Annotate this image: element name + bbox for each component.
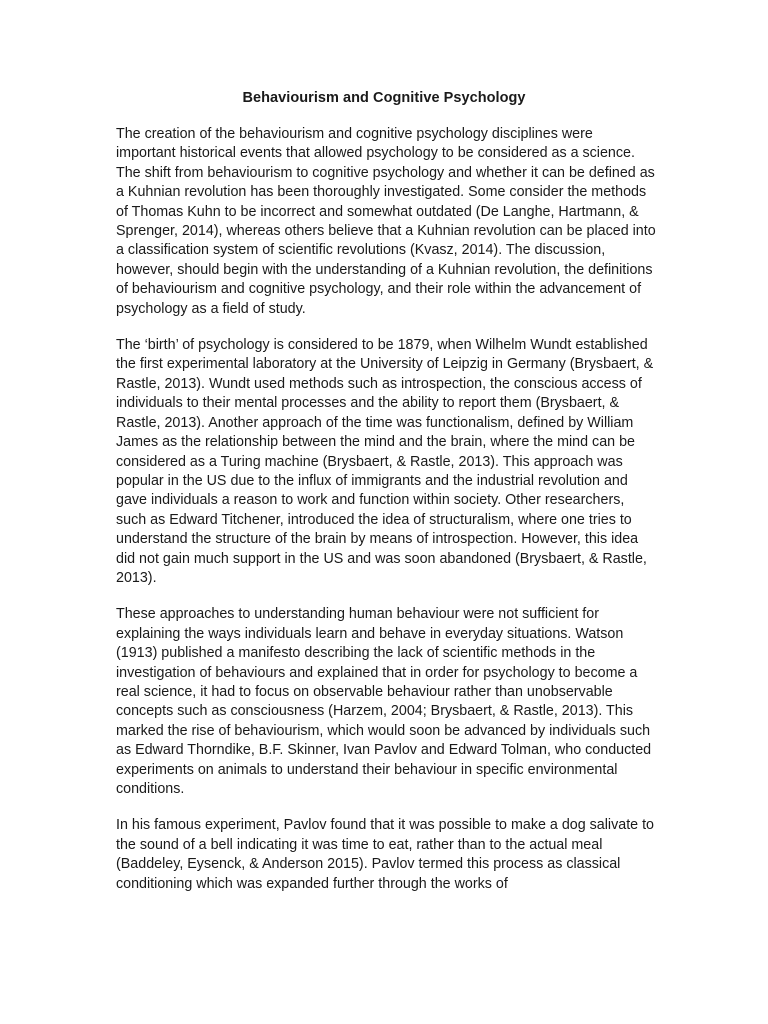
paragraph-1: The creation of the behaviourism and cognitive psychology disciplines were important historical events that allowed psychology to be considered as a science. The shift from behaviourism to cognitive psychology and whether it can be defined as a Kuhnian revolution has been thoroughly investigated. Some consider the methods of Thomas Kuhn to be incorrect and somewhat outdated (De Langhe, Hartmann, & Sprenger, 2014), whereas others believe that a Kuhnian revolution can be placed into a classification system of scientific revolutions (Kvasz, 2014). The discussion, however, should begin with the understanding of a Kuhnian revolution, the definitions of behaviourism and cognitive psychology, and their role within the advancement of psychology as a field of study.	[116, 126, 656, 317]
paragraph-3: These approaches to understanding human behaviour were not sufficient for explaining the ways individuals learn and behave in everyday situations. Watson (1913) published a manifesto describing the lack of scientific methods in the investigation of behaviours and explained that in order for psychology to become a real science, it had to focus on observable behaviour rather than unobservable concepts such as consciousness (Harzem, 2004; Brysbaert, & Rastle, 2013). This marked the rise of behaviourism, which would soon be advanced by individuals such as Edward Thorndike, B.F. Skinner, Ivan Pavlov and Edward Tolman, who conducted experiments on animals to understand their behaviour in specific environmental conditions.	[116, 606, 652, 797]
paragraph-4: In his famous experiment, Pavlov found that it was possible to make a dog salivate to the sound of a bell indicating it was time to eat, rather than to the actual meal (Baddeley, Eysenck, & Anderson 2015). Pavlov termed this process as classical conditioning which was expanded further through the works of	[116, 817, 655, 892]
paragraph-2: The ‘birth’ of psychology is considered to be 1879, when Wilhelm Wundt established the first experimental laboratory at the University of Leipzig in Germany (Brysbaert, & Rastle, 2013). Wundt used methods such as introspection, the conscious access of individuals to their mental processes and the ability to report them (Brysbaert, & Rastle, 2013). Another approach of the time was functionalism, defined by William James as the relationship between the mind and the brain, where the mind can be considered as a Turing machine (Brysbaert, & Rastle, 2013). This approach was popular in the US due to the influx of immigrants and the industrial revolution and gave individuals a reason to work and function within society. Other researchers, such as Edward Titchener, introduced the idea of structuralism, where one tries to understand the structure of the brain by means of introspection. However, this idea did not gain much support in the US and was soon abandoned (Brysbaert, & Rastle, 2013).	[116, 337, 654, 586]
document-title: Behaviourism and Cognitive Psychology	[242, 90, 526, 106]
document-body	[116, 125, 656, 911]
